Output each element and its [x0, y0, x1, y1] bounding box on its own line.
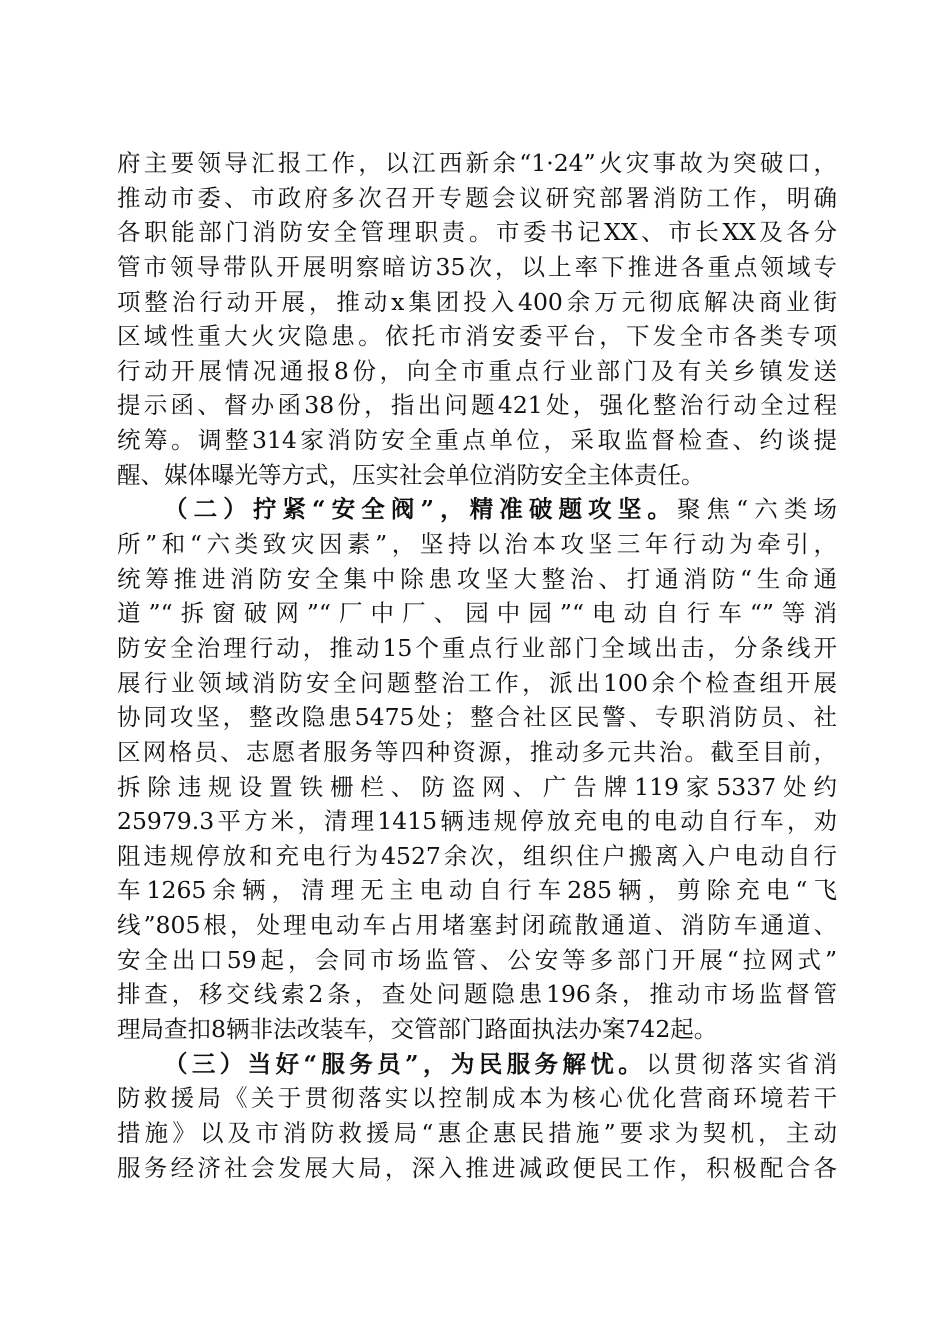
text-line: 所”和“六类致灾因素”，坚持以治本攻坚三年行动为牵引， [117, 530, 837, 559]
text-line: 展行业领域消防安全问题整治工作，派出100余个检查组开展 [117, 668, 837, 697]
text-line: 拆除违规设置铁栅栏、防盗网、广告牌119家5337处约 [117, 772, 837, 801]
text-line: 措施》以及市消防救援局“惠企惠民措施”要求为契机，主动 [117, 1118, 837, 1147]
text-line: 醒、媒体曝光等方式，压实社会单位消防安全主体责任。 [117, 460, 705, 489]
text-line: 协同攻坚，整改隐患5475处；整合社区民警、专职消防员、社 [117, 703, 837, 732]
text-line: 安全出口59起，会同市场监管、公安等多部门开展“拉网式” [117, 945, 837, 974]
text-line: 府主要领导汇报工作，以江西新余“1·24”火灾事故为突破口， [117, 149, 837, 177]
text-line: 防救援局《关于贯彻落实以控制成本为核心优化营商环境若干 [117, 1084, 837, 1113]
text-line: 25979.3平方米，清理1415辆违规停放充电的电动自行车，劝 [117, 807, 837, 836]
text-line: 服务经济社会发展大局，深入推进减政便民工作，积极配合各 [117, 1153, 837, 1182]
paragraph-first-line [117, 492, 837, 527]
text-line: 统筹推进消防安全集中除患攻坚大整治、打通消防“生命通 [117, 564, 837, 593]
section-heading: （三）当好“服务员”，为民服务解忧。 [164, 1049, 647, 1078]
paragraph-2 [117, 492, 837, 1046]
text-line: 各职能部门消防安全管理职责。市委书记XX、市长XX及各分 [117, 218, 837, 247]
body-text [117, 146, 837, 1185]
paragraph-3 [117, 1047, 837, 1186]
paragraph-first-line [117, 1047, 837, 1082]
text-line: 管市领导带队开展明察暗访35次，以上率下推进各重点领域专 [117, 252, 837, 281]
section-heading: （二）拧紧“安全阀”，精准破题攻坚。 [164, 495, 677, 524]
text-line: 线”805根，处理电动车占用堵塞封闭疏散通道、消防车通道、 [117, 911, 837, 940]
text-line: 防安全治理行动，推动15个重点行业部门全域出击，分条线开 [117, 633, 837, 662]
text-line: 行动开展情况通报8份，向全市重点行业部门及有关乡镇发送 [117, 356, 837, 385]
paragraph-1 [117, 146, 837, 492]
text-line: 区网格员、志愿者服务等四种资源，推动多元共治。截至目前， [117, 737, 837, 766]
text-line: 车1265余辆，清理无主电动自行车285辆，剪除充电“飞 [117, 876, 837, 905]
text-line: 道”“拆窗破网”“厂中厂、园中园”“电动自行车“”等消 [117, 599, 837, 628]
text-line: 统筹。调整314家消防安全重点单位，采取监督检查、约谈提 [117, 426, 837, 455]
text-line: 提示函、督办函38份，指出问题421处，强化整治行动全过程 [117, 391, 837, 420]
text-line: 区域性重大火灾隐患。依托市消安委平台，下发全市各类专项 [117, 322, 837, 351]
text-run: 以贯彻落实省消 [646, 1049, 837, 1078]
text-line: 项整治行动开展，推动x集团投入400余万元彻底解决商业街 [117, 287, 837, 316]
text-line: 排查，移交线索2条，查处问题隐患196条，推动市场监督管 [117, 980, 837, 1009]
text-line: 阻违规停放和充电行为4527余次，组织住户搬离入户电动自行 [117, 841, 837, 870]
text-line: 推动市委、市政府多次召开专题会议研究部署消防工作，明确 [117, 183, 837, 212]
text-line: 理局查扣8辆非法改装车，交管部门路面执法办案742起。 [117, 1015, 718, 1044]
text-run: 聚焦“六类场 [676, 495, 837, 524]
